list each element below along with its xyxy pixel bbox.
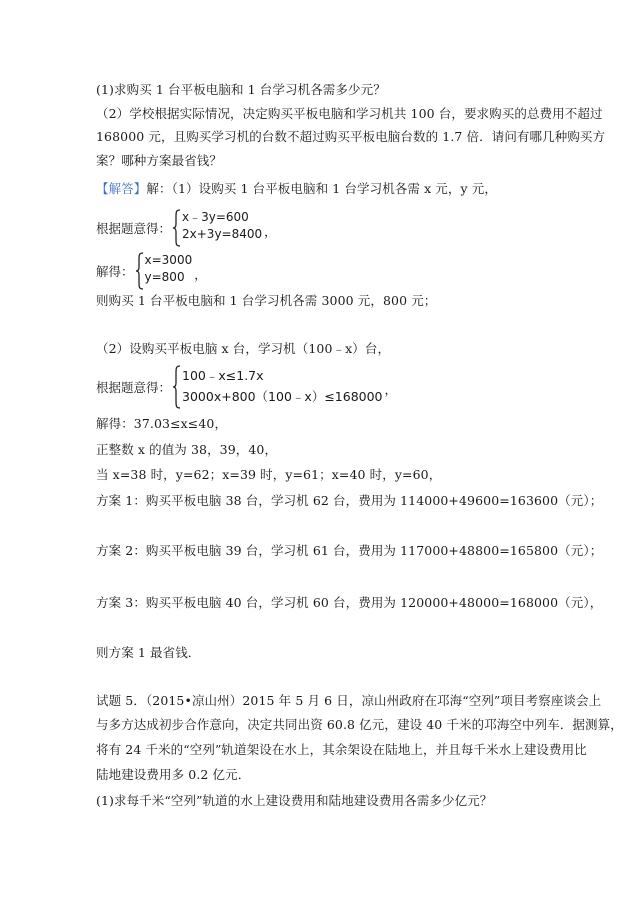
system-3-label: 根据题意得：	[96, 380, 172, 395]
system-1-label: 根据题意得：	[96, 221, 172, 236]
inequality-2: 3000x+800（100﹣x）≤168000	[182, 389, 383, 404]
conclusion: 则方案 1 最省钱．	[96, 645, 201, 660]
system-1-tail: ，	[264, 224, 277, 239]
left-brace-icon	[135, 252, 144, 290]
system-3-tail: ，	[384, 382, 398, 397]
question-5-line-1: 试题 5．（2015•凉山州）2015 年 5 月 6 日，凉山州政府在邛海“空列”项目考察座谈会上	[96, 693, 602, 708]
system-2-body	[135, 252, 193, 290]
part-2-intro: （2）设购买平板电脑 x 台，学习机（100﹣x）台，	[96, 341, 391, 356]
integer-values: 正整数 x 的值为 38，39，40，	[96, 442, 278, 457]
question-2-line-3: 案？哪种方案最省钱？	[96, 153, 223, 168]
equation-system-2	[96, 252, 207, 290]
plan-3: 方案 3：购买平板电脑 40 台，学习机 60 台，费用为 120000+48000=168000（元），	[96, 595, 603, 610]
question-5-line-3: 将有 24 千米的“空列”轨道架设在水上，其余架设在陆地上，并且每千米水上建设费用比	[96, 742, 587, 757]
left-brace-icon	[172, 209, 181, 247]
answer-tag: 【解答】	[96, 181, 147, 196]
system-1-equation-2: 2x+3y=8400	[182, 227, 263, 241]
left-brace-icon	[172, 365, 181, 409]
system-2-equation-1: x=3000	[144, 253, 193, 267]
solution-range: 解得：37.03≤x≤40，	[96, 416, 228, 431]
plan-1: 方案 1：购买平板电脑 38 台，学习机 62 台，费用为 114000+49600=163600（元）；	[96, 493, 603, 508]
system-2-equation-2: y=800	[144, 270, 185, 284]
question-2-line-2: 168000 元，且购买学习机的台数不超过购买平板电脑台数的 1.7 倍．请问有哪几种购买方	[96, 129, 606, 144]
equation-system-1	[96, 209, 277, 247]
question-5-subquestion-1: (1)求每千米“空列”轨道的水上建设费用和陆地建设费用各需多少亿元？	[96, 793, 493, 808]
answer-intro-line	[96, 180, 497, 198]
plan-2: 方案 2：购买平板电脑 39 台，学习机 61 台，费用为 117000+48800=165800（元）；	[96, 543, 603, 558]
case-values: 当 x=38 时，y=62；x=39 时，y=61；x=40 时，y=60，	[96, 467, 442, 482]
question-2-line-1: （2）学校根据实际情况，决定购买平板电脑和学习机共 100 台，要求购买的总费用不超过	[96, 106, 603, 121]
system-1-equation-1: x﹣3y=600	[182, 210, 249, 224]
system-2-tail: ，	[194, 267, 207, 282]
question-5-line-2: 与多方达成初步合作意向，决定共同出资 60.8 亿元，建设 40 千米的邛海空中列车．据测算，	[96, 717, 623, 732]
inequality-1: 100﹣x≤1.7x	[182, 368, 264, 383]
question-5-line-4: 陆地建设费用多 0.2 亿元．	[96, 767, 251, 782]
question-1: (1)求购买 1 台平板电脑和 1 台学习机各需多少元？	[96, 82, 386, 97]
system-2-label: 解得：	[96, 264, 134, 279]
system-3-body	[172, 365, 383, 409]
result-part-1: 则购买 1 台平板电脑和 1 台学习机各需 3000 元，800 元；	[96, 293, 437, 308]
inequality-system	[96, 365, 397, 409]
answer-intro: 解：（1）设购买 1 台平板电脑和 1 台学习机各需 x 元，y 元，	[146, 181, 497, 196]
system-1-body	[172, 209, 262, 247]
